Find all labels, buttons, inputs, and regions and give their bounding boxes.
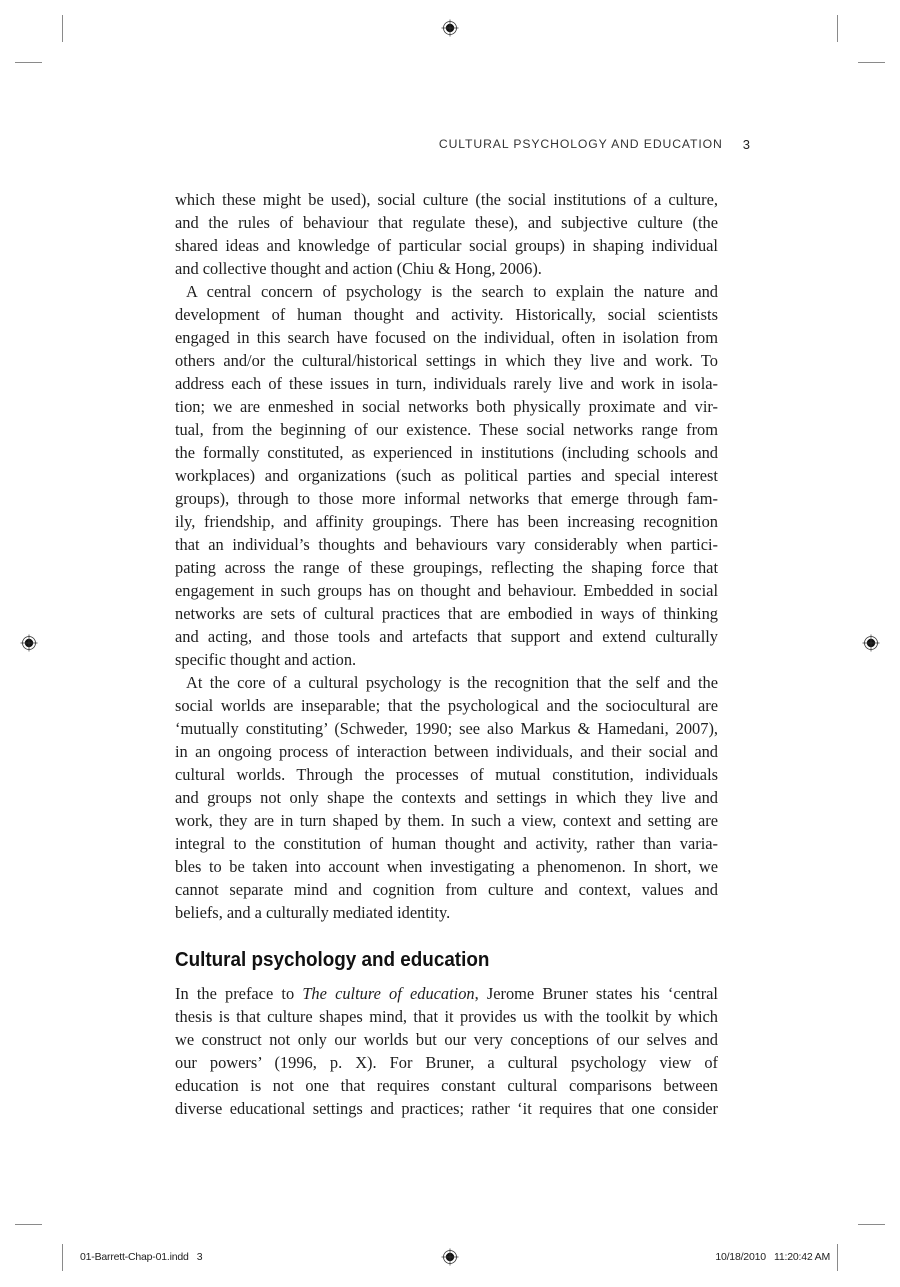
text-line: our powers’ (1996, p. X). For Bruner, a cultural psychology view of	[175, 1053, 718, 1072]
slug-timestamp: 10/18/2010 11:20:42 AM	[715, 1251, 830, 1263]
text-line: A central concern of psychology is the search to explain the nature and	[186, 282, 718, 301]
paragraph	[175, 280, 718, 671]
crop-mark-left-top	[15, 62, 42, 63]
text-line: networks are sets of cultural practices that are embodied in ways of thinking	[175, 604, 718, 623]
paragraph	[175, 982, 718, 1120]
crop-mark-bottom-right	[837, 1244, 838, 1271]
text-line: ily, friendship, and affinity groupings. There has been increasing recognition	[175, 512, 718, 531]
text-line: and collective thought and action (Chiu & Hong, 2006).	[175, 259, 542, 278]
text-line: tual, from the beginning of our existence. These social networks range from	[175, 420, 718, 439]
text-line: social worlds are inseparable; that the psychological and the sociocultural are	[175, 696, 718, 715]
text-line: cultural worlds. Through the processes of mutual constitution, individuals	[175, 765, 718, 784]
registration-target-icon	[441, 19, 459, 37]
text-line: development of human thought and activity. Historically, social scientists	[175, 305, 718, 324]
text-line: pating across the range of these groupings, reflecting the shaping force that	[175, 558, 718, 577]
book-title: The culture of education	[302, 984, 475, 1003]
crop-mark-bottom-left	[62, 1244, 63, 1271]
text-line: work, they are in turn shaped by them. In such a view, context and setting are	[175, 811, 718, 830]
text-line: beliefs, and a culturally mediated identity.	[175, 903, 451, 922]
text-line: bles to be taken into account when investigating a phenomenon. In short, we	[175, 857, 718, 876]
text-line: education is not one that requires constant cultural comparisons between	[175, 1076, 718, 1095]
text-line	[175, 982, 718, 1005]
registration-target-icon	[862, 634, 880, 652]
text-line: which these might be used), social culture (the social institutions of a culture,	[175, 190, 718, 209]
registration-target-icon	[20, 634, 38, 652]
text-line: diverse educational settings and practices; rather ‘it requires that one consider	[175, 1099, 718, 1118]
text-line: we construct not only our worlds but our very conceptions of our selves and	[175, 1030, 718, 1049]
crop-mark-right-bottom	[858, 1224, 885, 1225]
text-line: engagement in such groups has on thought and behaviour. Embedded in social	[175, 581, 718, 600]
text-line: integral to the constitution of human thought and activity, rather than varia-	[175, 834, 718, 853]
text-line: thesis is that culture shapes mind, that it provides us with the toolkit by which	[175, 1007, 718, 1026]
slug-filename: 01-Barrett-Chap-01.indd 3	[80, 1251, 203, 1263]
paragraph	[175, 671, 718, 924]
text-run: In the preface to	[175, 984, 303, 1003]
text-line: ‘mutually constituting’ (Schweder, 1990; see also Markus & Hamedani, 2007),	[175, 719, 718, 738]
text-line: cannot separate mind and cognition from culture and context, values and	[175, 880, 718, 899]
text-line: and the rules of behaviour that regulate these), and subjective culture (the	[175, 213, 718, 232]
text-line: and groups not only shape the contexts and settings in which they live and	[175, 788, 718, 807]
running-head	[440, 134, 750, 154]
text-line: tion; we are enmeshed in social networks both physically proximate and vir-	[175, 397, 718, 416]
text-line: the formally constituted, as experienced in institutions (including schools and	[175, 443, 718, 462]
text-line: that an individual’s thoughts and behaviours vary considerably when partici-	[175, 535, 718, 554]
text-line: others and/or the cultural/historical settings in which they live and work. To	[175, 351, 718, 370]
crop-mark-top-left	[62, 15, 63, 42]
text-line: address each of these issues in turn, individuals rarely live and work in isola-	[175, 374, 718, 393]
text-line: specific thought and action.	[175, 650, 357, 669]
crop-mark-right-top	[858, 62, 885, 63]
body-text	[175, 188, 718, 1120]
text-line: workplaces) and organizations (such as political parties and special interest	[175, 466, 718, 485]
text-line: groups), through to those more informal networks that emerge through fam-	[175, 489, 718, 508]
text-run: , Jerome Bruner states his ‘central	[474, 984, 718, 1003]
paragraph	[175, 188, 718, 280]
registration-target-icon	[441, 1248, 459, 1266]
text-line: shared ideas and knowledge of particular social groups) in shaping individual	[175, 236, 718, 255]
text-line: and acting, and those tools and artefacts that support and extend culturally	[175, 627, 718, 646]
text-line: At the core of a cultural psychology is the recognition that the self and the	[186, 673, 718, 692]
text-line: in an ongoing process of interaction between individuals, and their social and	[175, 742, 718, 761]
page-number: 3	[742, 136, 750, 152]
running-head-title: CULTURAL PSYCHOLOGY AND EDUCATION	[438, 137, 723, 151]
crop-mark-left-bottom	[15, 1224, 42, 1225]
text-line: engaged in this search have focused on the individual, often in isolation from	[175, 328, 718, 347]
crop-mark-top-right	[837, 15, 838, 42]
section-heading: Cultural psychology and education	[175, 948, 490, 971]
